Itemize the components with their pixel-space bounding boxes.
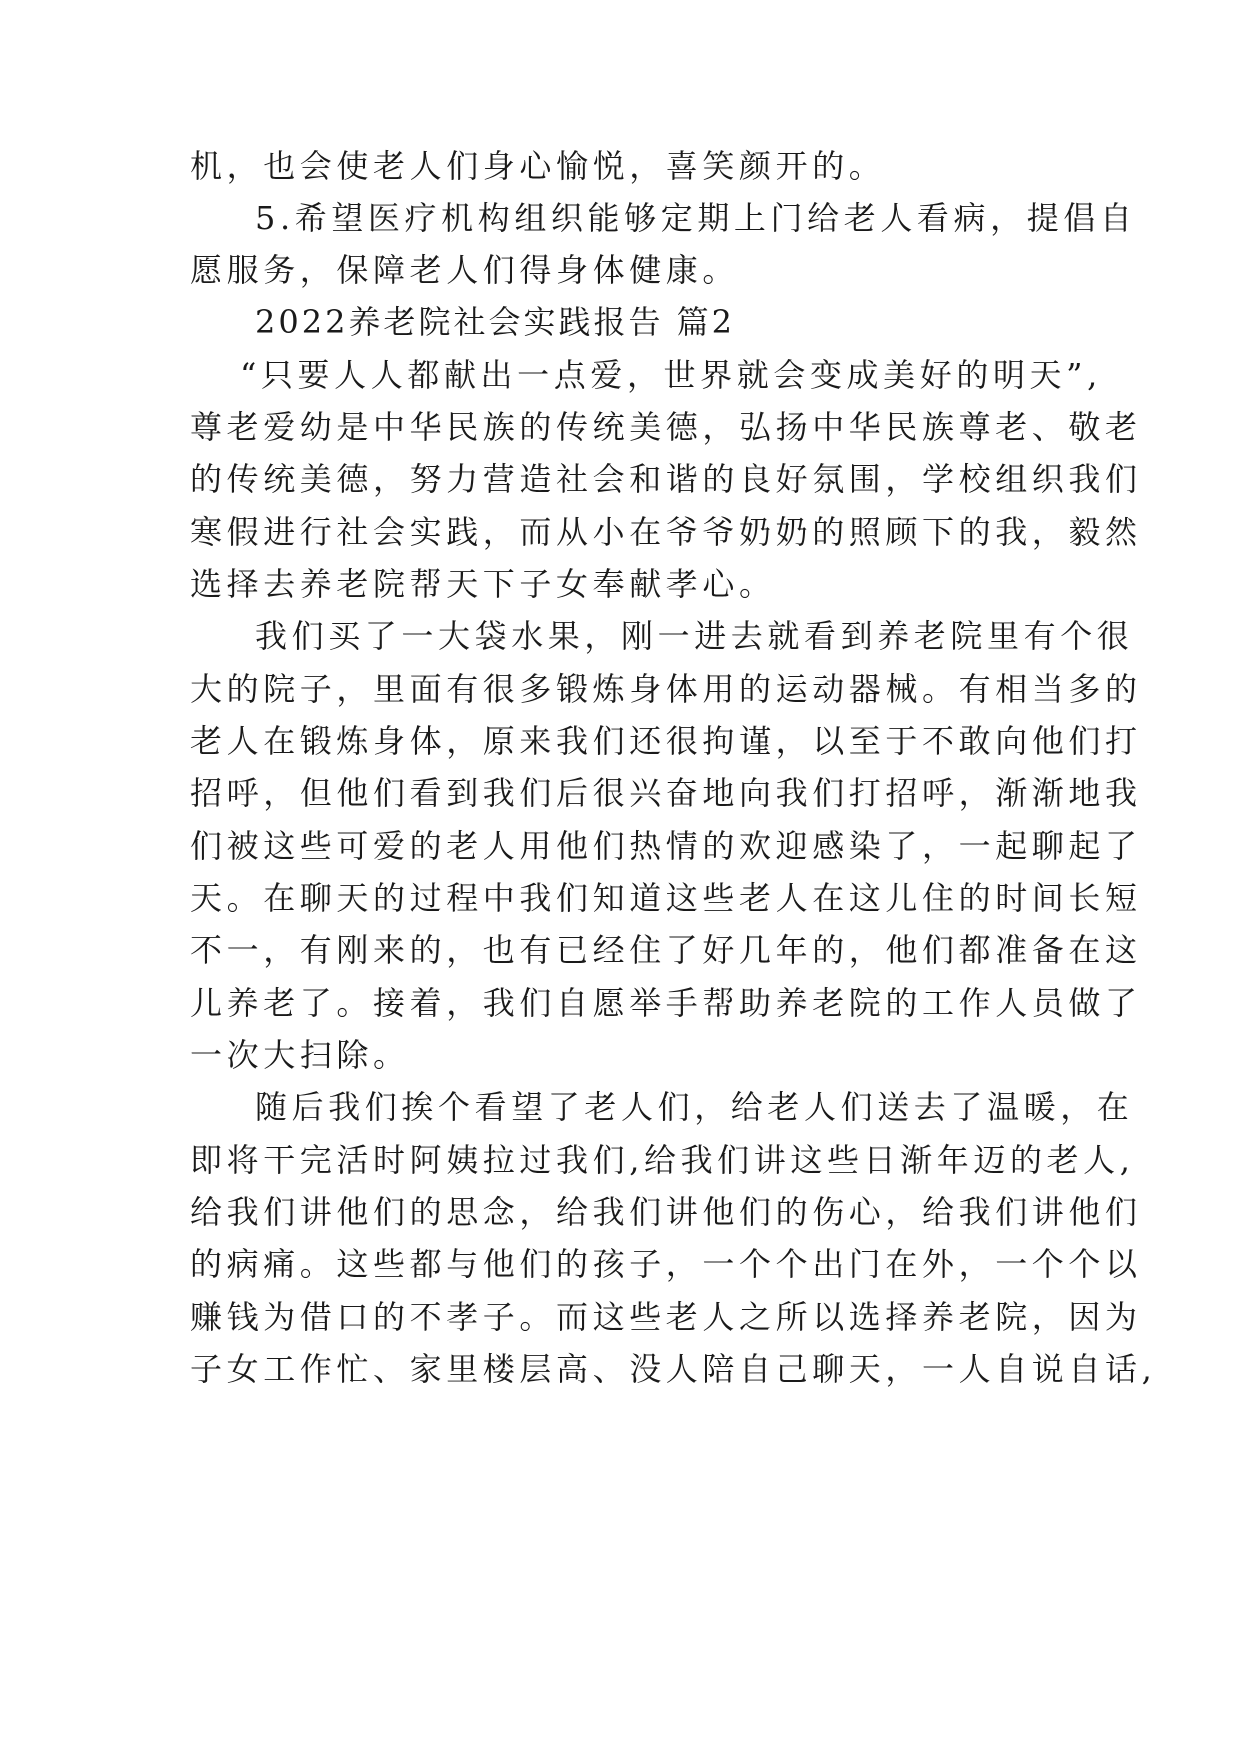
text-line-17: 儿养老了。接着，我们自愿举手帮助养老院的工作人员做了 xyxy=(190,984,1142,1022)
text-line-16: 不一，有刚来的，也有已经住了好几年的，他们都准备在这 xyxy=(190,931,1142,969)
text-line-2: 5.希望医疗机构组织能够定期上门给老人看病，提倡自 xyxy=(255,199,1137,237)
text-line-10: 我们买了一大袋水果，刚一进去就看到养老院里有个很 xyxy=(255,617,1134,655)
text-line-20: 即将干完活时阿姨拉过我们,给我们讲这些日渐年迈的老人, xyxy=(190,1141,1135,1179)
text-line-14: 们被这些可爱的老人用他们热情的欢迎感染了，一起聊起了 xyxy=(190,827,1142,865)
text-line-7: 的传统美德，努力营造社会和谐的良好氛围，学校组织我们 xyxy=(190,460,1142,498)
text-line-19: 随后我们挨个看望了老人们，给老人们送去了温暖，在 xyxy=(255,1088,1134,1126)
text-line-9: 选择去养老院帮天下子女奉献孝心。 xyxy=(190,565,776,603)
text-line-1: 机，也会使老人们身心愉悦，喜笑颜开的。 xyxy=(190,147,886,185)
text-line-23: 赚钱为借口的不孝子。而这些老人之所以选择养老院，因为 xyxy=(190,1298,1142,1336)
text-line-11: 大的院子，里面有很多锻炼身体用的运动器械。有相当多的 xyxy=(190,670,1142,708)
text-line-13: 招呼，但他们看到我们后很兴奋地向我们打招呼，渐渐地我 xyxy=(190,774,1142,812)
text-line-12: 老人在锻炼身体，原来我们还很拘谨，以至于不敢向他们打 xyxy=(190,722,1142,760)
text-line-21: 给我们讲他们的思念，给我们讲他们的伤心，给我们讲他们 xyxy=(190,1193,1142,1231)
text-line-3: 愿服务，保障老人们得身体健康。 xyxy=(190,251,740,289)
text-line-5: “只要人人都献出一点爱，世界就会变成美好的明天”, xyxy=(240,356,1102,394)
text-line-18: 一次大扫除。 xyxy=(190,1036,410,1074)
text-line-15: 天。在聊天的过程中我们知道这些老人在这儿住的时间长短 xyxy=(190,879,1142,917)
text-line-22: 的病痛。这些都与他们的孩子，一个个出门在外，一个个以 xyxy=(190,1245,1142,1283)
text-line-6: 尊老爱幼是中华民族的传统美德，弘扬中华民族尊老、敬老 xyxy=(190,408,1142,446)
section-heading: 2022养老院社会实践报告 篇2 xyxy=(255,303,735,341)
text-line-8: 寒假进行社会实践，而从小在爷爷奶奶的照顾下的我，毅然 xyxy=(190,513,1142,551)
text-line-24: 子女工作忙、家里楼层高、没人陪自己聊天，一人自说自话, xyxy=(190,1350,1157,1388)
